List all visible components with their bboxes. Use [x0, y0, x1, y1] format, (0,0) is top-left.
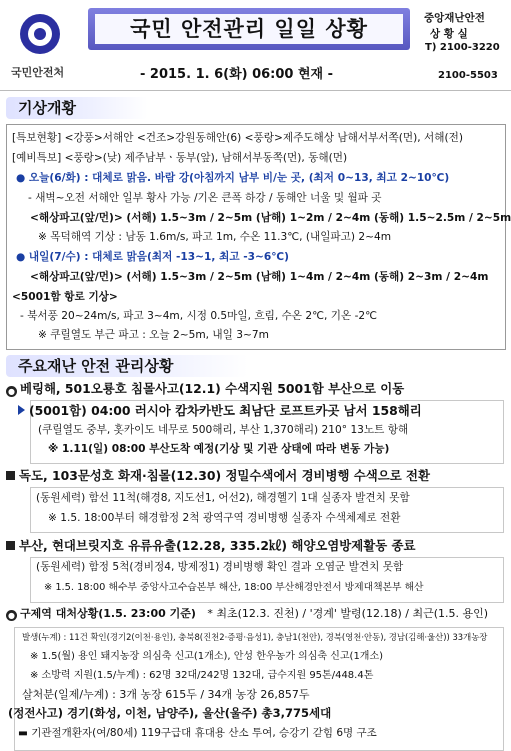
weather-line-7: ● 내일(7/수) : 대체로 맑음(최저 -13~1, 최고 -3~6℃)	[16, 251, 289, 263]
weather-line-3: ● 오늘(6/화) : 대체로 맑음. 바람 강(아침까지 남부 비/눈 곳, (최저 0~13, 최고 2~10℃)	[16, 172, 450, 184]
government-seal-icon	[20, 14, 60, 54]
weather-line-8: <해상파고(앞/먼)> (서해) 1.5~3m / 2~5m (남해) 1~4m / 2~4m (동해) 2~3m / 2~4m	[30, 271, 489, 283]
sec1-subtitle: (5001함) 04:00 러시아 캄차카반도 최남단 로프트카곳 남서 158해리	[18, 403, 422, 418]
logo-text: 국민안전처	[11, 66, 65, 79]
phone-2: 2100-5503	[438, 70, 498, 81]
sec4-title: ● 구제역 대처상황(1.5. 23:00 기준) * 최초(12.3. 진천) / '경계' 발령(12.18) / 최근(1.5. 용인)	[8, 607, 489, 620]
sec2-title: 독도, 103문성호 화재·침몰(12.30) 정밀수색에서 경비병행 수색으로 전환	[6, 468, 430, 483]
header	[0, 0, 511, 92]
title-banner	[88, 8, 410, 50]
office-name: 상 황 실	[430, 28, 468, 40]
sec2-line-2: ※ 1.5. 18:00부터 해경함정 2척 광역구역 경비병행 실종자 수색체제로 전환	[48, 512, 401, 524]
weather-line-5: <해상파고(앞/먼)> (서해) 1.5~3m / 2~5m (남해) 1~2m / 2~4m (동해) 1.5~2.5m / 2~5m	[30, 212, 511, 224]
sec1-line-2: ※ 1.11(일) 08:00 부산도착 예정(기상 및 기관 상태에 따라 변동 가능)	[48, 443, 390, 455]
square-icon	[6, 541, 15, 550]
sec4-line-3: ※ 소방력 지원(1.5/누계) : 62명 32대/242명 132대, 급수지원 95톤/448.4톤	[30, 670, 374, 681]
bullet-icon: ●	[6, 610, 17, 621]
sec4-line-5: (정전사고) 경기(화성, 이천, 남양주), 울산(울주) 총3,775세대	[8, 706, 332, 720]
agency-name: 중앙재난안전	[424, 12, 485, 24]
header-divider	[0, 90, 511, 91]
sec4-line-6: ▬ 기관절개환자(여/80세) 119구급대 휴대용 산소 투여, 승강기 갇힘 6명 구조	[18, 727, 377, 739]
triangle-icon	[18, 405, 25, 415]
sec3-title: 부산, 현대브릿지호 유류유출(12.28, 335.2㎘) 해양오염방제활동 종료	[6, 538, 415, 553]
sec3-line-1: (동원세력) 함정 5척(경비정4, 방제정1) 경비병행 확인 결과 오염군 발견치 못함	[36, 561, 404, 573]
bullet-icon: ●	[6, 386, 17, 397]
weather-line-6: ※ 목덕해역 기상 : 남동 1.6m/s, 파고 1m, 수온 11.3℃, (내일파고) 2~4m	[38, 231, 392, 243]
weather-line-4: - 새벽~오전 서해안 일부 황사 가능 /기온 큰폭 하강 / 동해안 너울 및 월파 곳	[28, 192, 382, 204]
sec3-line-2: ※ 1.5. 18:00 해수부 중앙사고수습본부 해산, 18:00 부산해경안전서 방제대책본부 해산	[44, 582, 424, 593]
sec4-line-4: 살처분(일제/누계) : 3개 농장 615두 / 34개 농장 26,857두	[22, 688, 310, 701]
weather-line-2: [예비특보] <풍랑>(낮) 제주남부ㆍ동부(앞), 남해서부동쪽(먼), 동해(먼)	[12, 152, 348, 164]
page-title: 국민 안전관리 일일 상황	[130, 17, 368, 41]
sec4-line-2: ※ 1.5(월) 용인 돼지농장 의심축 신고(1개소), 안성 한우농가 의심축 신고(1개소)	[30, 651, 384, 662]
sec1-line-1: (쿠릴열도 중부, 홋카이도 네무로 500해리, 부산 1,370해리) 210° 13노트 항해	[38, 424, 409, 436]
report-date: - 2015. 1. 6(화) 06:00 현재 -	[140, 67, 334, 82]
disaster-heading: 주요재난 안전 관리상황	[6, 355, 248, 377]
phone-1: T) 2100-3220	[425, 42, 500, 53]
weather-line-10: - 북서풍 20~24m/s, 파고 3~4m, 시정 0.5마일, 흐림, 수온 2℃, 기온 -2℃	[20, 310, 378, 322]
sec4-line-1: 발생(누계) : 11건 확인(경기2(이천·용인), 충북8(진천2·증평·음성1), 충남1(천안), 경북(영천·안동), 경남(김해·울산)) 33개농장	[22, 632, 488, 642]
sec2-line-1: (동원세력) 함선 11척(해경8, 지도선1, 어선2), 해경헬기 1대 실종자 발견치 못함	[36, 492, 410, 504]
weather-line-11: ※ 쿠릴열도 부근 파고 : 오늘 2~5m, 내일 3~7m	[38, 329, 269, 341]
weather-line-9: <5001함 항로 기상>	[12, 291, 118, 303]
weather-line-1: [특보현황] <강풍>서해안 <건조>강원동해안(6) <풍랑>제주도해상 남해서부서쪽(먼), 서해(전)	[12, 132, 463, 144]
sec1-title: ● 베링해, 501오룡호 침몰사고(12.1) 수색지원 5001함 부산으로 이동	[8, 381, 405, 396]
square-icon	[6, 471, 15, 480]
weather-heading: 기상개황	[6, 97, 148, 119]
